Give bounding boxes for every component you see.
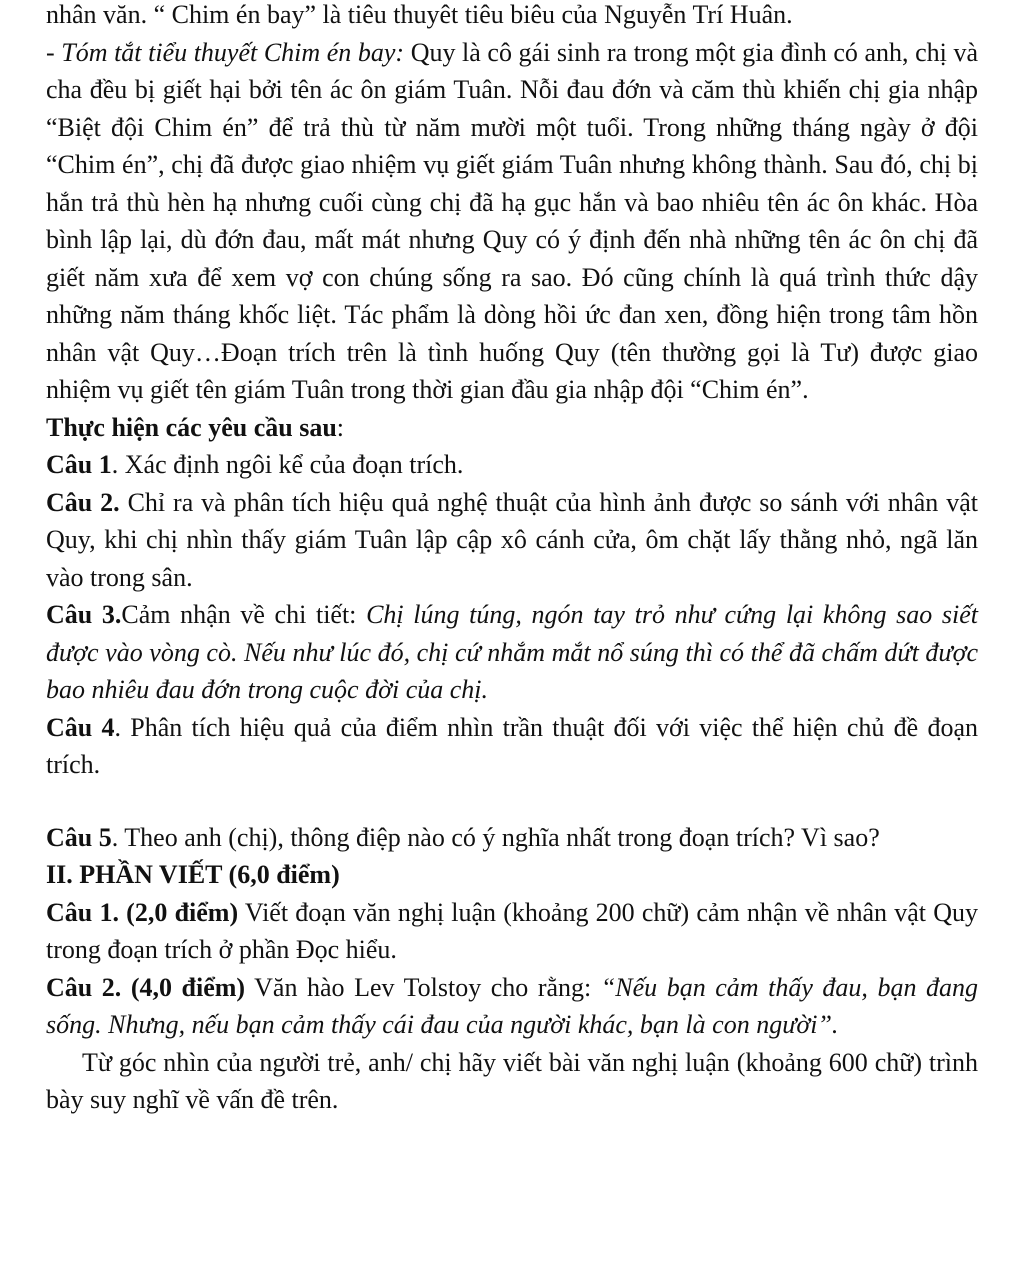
question-2: [46, 484, 978, 597]
tasks-heading-text: Thực hiện các yêu cầu sau: [46, 412, 337, 442]
question-1: [46, 446, 978, 484]
question-5-text: . Theo anh (chị), thông điệp nào có ý nghĩa nhất trong đoạn trích? Vì sao?: [111, 822, 880, 852]
question-3-quote: Chị lúng túng, ngón tay trỏ như cứng lại không sao siết được vào vòng cò. Nếu như lúc đó, chị cứ nhắm mắt nổ súng thì có thể đã chấm dứt được bao nhiêu đau đớn trong cuộc đời của chị.: [46, 600, 978, 704]
question-3-label: Câu 3.: [46, 600, 122, 629]
writing-question-1-label: Câu 1. (2,0 điểm): [46, 897, 239, 927]
question-1-text: . Xác định ngôi kể của đoạn trích.: [111, 450, 464, 479]
question-4-text: . Phân tích hiệu quả của điểm nhìn trần thuật đối với việc thể hiện chủ đề đoạn trích.: [46, 712, 978, 779]
intro-line: nhân văn. “ Chim én bay” là tiêu thuyêt tiêu biêu của Nguyễn Trí Huân.: [46, 0, 793, 29]
writing-section-heading: II. PHẦN VIẾT (6,0 điểm): [46, 860, 340, 889]
writing-question-2-task: Từ góc nhìn của người trẻ, anh/ chị hãy viết bài văn nghị luận (khoảng 600 chữ) trình bày suy nghĩ về vấn đề trên.: [46, 1047, 978, 1114]
blank-gap: [46, 784, 978, 819]
question-5-label: Câu 5: [46, 822, 112, 852]
summary-label: - Tóm tắt tiểu thuyết Chim én bay:: [46, 37, 405, 67]
writing-question-2: [46, 969, 978, 1044]
writing-question-2-quote: “Nếu bạn cảm thấy đau, bạn đang sống. Nhưng, nếu bạn cảm thấy cái đau của người khác, bạn là con người”.: [46, 972, 979, 1039]
question-1-label: Câu 1: [46, 450, 112, 479]
tasks-heading: [46, 409, 978, 447]
writing-question-1-text: Viết đoạn văn nghị luận (khoảng 200 chữ) cảm nhận về nhân vật Quy trong đoạn trích ở phần Đọc hiểu.: [46, 897, 978, 964]
question-5: [46, 819, 978, 857]
question-2-label: Câu 2.: [46, 487, 120, 517]
question-3-prefix: Cảm nhận về chi tiết:: [121, 600, 367, 629]
question-4: [46, 709, 978, 784]
novel-summary: [46, 34, 978, 409]
writing-question-1: [46, 894, 978, 969]
question-3: [46, 596, 978, 709]
writing-question-2-text: Văn hào Lev Tolstoy cho rằng:: [245, 972, 601, 1002]
question-4-label: Câu 4: [46, 712, 115, 742]
question-2-text: Chỉ ra và phân tích hiệu quả nghệ thuật của hình ảnh được so sánh với nhân vật Quy, khi chị nhìn thấy giám Tuân lập cập xô cánh cửa, ôm chặt lấy thằng nhỏ, ngã lăn vào trong sân.: [46, 487, 978, 592]
tasks-heading-colon: :: [336, 412, 345, 442]
summary-text: Quy là cô gái sinh ra trong một gia đình có anh, chị và cha đều bị giết hại bởi tên ác ôn giám Tuân. Nỗi đau đớn và căm thù khiến chị gia nhập “Biệt đội Chim én” để trả thù từ năm mười một tuổi. Trong những tháng ngày ở đội “Chim én”, chị đã được giao nhiệm vụ giết giám Tuân nhưng không thành. Sau đó, chị bị hắn trả thù hèn hạ nhưng cuối cùng chị đã hạ gục hắn và bao nhiêu tên ác ôn khác. Hòa bình lập lại, dù đớn đau, mất mát nhưng Quy có ý định đến nhà những tên ác ôn chị đã giết năm xưa để xem vợ con chúng sống ra sao. Đó cũng chính là quá trình thức dậy những năm tháng khốc liệt. Tác phẩm là dòng hồi ức đan xen, đồng hiện trong tâm hồn nhân vật Quy…Đoạn trích trên là tình huống Quy (tên thường gọi là Tư) được giao nhiệm vụ giết tên giám Tuân trong thời gian đầu gia nhập đội “Chim én”.: [46, 37, 978, 404]
writing-question-2-label: Câu 2. (4,0 điểm): [46, 972, 246, 1002]
